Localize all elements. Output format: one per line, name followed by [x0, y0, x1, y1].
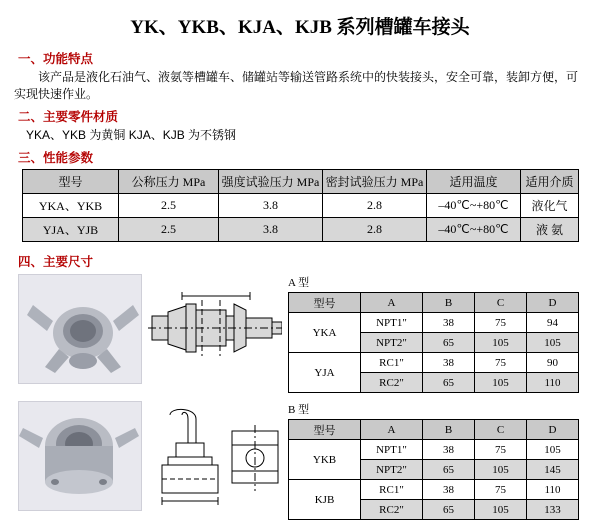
- table-header-row: [289, 420, 579, 440]
- features-paragraph: 该产品是液化石油气、液氨等槽罐车、储罐站等输送管路系统中的快装接头，安全可靠，装卸方便，可实现快速作业。: [14, 70, 579, 101]
- dimension-table-b-label: B 型: [288, 404, 310, 416]
- spec-header-cell: 适用介质: [521, 170, 579, 194]
- dim-header-cell: D: [527, 420, 579, 440]
- dim-header-cell: C: [475, 420, 527, 440]
- spec-header-cell: 型号: [23, 170, 119, 194]
- dim-cell: 105: [475, 460, 527, 480]
- product-photo-a: [18, 274, 142, 384]
- spec-header-cell: 强度试验压力 MPa: [219, 170, 323, 194]
- dim-cell: 90: [527, 353, 579, 373]
- spec-cell: 2.8: [323, 218, 427, 242]
- dim-header-cell: D: [527, 293, 579, 313]
- table-header-row: [289, 293, 579, 313]
- dim-cell: 38: [423, 313, 475, 333]
- dim-cell: 105: [527, 333, 579, 353]
- spec-cell: –40℃~+80℃: [427, 218, 521, 242]
- section-heading-material: 二、主要零件材质: [18, 110, 119, 124]
- material-paragraph: YKA、YKB 为黄铜 KJA、KJB 为不锈钢: [26, 128, 237, 142]
- dim-cell: 105: [475, 333, 527, 353]
- dim-cell: RC2": [361, 373, 423, 393]
- dim-header-cell: B: [423, 420, 475, 440]
- dim-cell: 75: [475, 313, 527, 333]
- table-header-row: [23, 170, 579, 194]
- table-row: [289, 353, 579, 373]
- dim-cell: NPT2": [361, 460, 423, 480]
- table-row: [23, 194, 579, 218]
- dim-cell: 65: [423, 373, 475, 393]
- spec-cell: 液 氨: [521, 218, 579, 242]
- dim-cell: RC1": [361, 353, 423, 373]
- dim-cell: 38: [423, 440, 475, 460]
- dim-cell-model: YJA: [289, 353, 361, 393]
- dim-cell: 38: [423, 353, 475, 373]
- spec-cell: YJA、YJB: [23, 218, 119, 242]
- section-heading-features: 一、功能特点: [18, 52, 94, 66]
- dim-header-cell: B: [423, 293, 475, 313]
- table-row: [289, 440, 579, 460]
- spec-cell: 2.5: [119, 194, 219, 218]
- spec-table: [22, 169, 579, 242]
- dim-cell: 133: [527, 500, 579, 520]
- table-row: [23, 218, 579, 242]
- spec-cell: 3.8: [219, 218, 323, 242]
- spec-cell: 2.8: [323, 194, 427, 218]
- table-row: [289, 313, 579, 333]
- dim-cell-model: KJB: [289, 480, 361, 520]
- spec-cell: 2.5: [119, 218, 219, 242]
- dim-cell: 105: [475, 500, 527, 520]
- dim-cell: 65: [423, 460, 475, 480]
- spec-header-cell: 密封试验压力 MPa: [323, 170, 427, 194]
- dim-cell: 65: [423, 500, 475, 520]
- section-heading-performance: 三、性能参数: [18, 151, 94, 165]
- dimension-block-b: [18, 401, 600, 520]
- spec-cell: 3.8: [219, 194, 323, 218]
- dim-cell: 75: [475, 353, 527, 373]
- technical-drawing-b: [142, 401, 282, 509]
- dim-cell-model: YKA: [289, 313, 361, 353]
- dim-cell: 75: [475, 480, 527, 500]
- dim-cell: 65: [423, 333, 475, 353]
- dimension-block-a: [18, 274, 600, 393]
- dim-cell: 75: [475, 440, 527, 460]
- page-title: YK、YKB、KJA、KJB 系列槽罐车接头: [130, 17, 470, 38]
- dimension-table-a: [288, 292, 579, 393]
- dim-cell: NPT2": [361, 333, 423, 353]
- technical-drawing-a: [142, 274, 282, 382]
- spec-cell: YKA、YKB: [23, 194, 119, 218]
- dim-cell: NPT1": [361, 440, 423, 460]
- dim-header-cell: A: [361, 420, 423, 440]
- dimension-table-b-wrapper: [288, 401, 579, 520]
- dim-header-cell: C: [475, 293, 527, 313]
- spec-cell: –40℃~+80℃: [427, 194, 521, 218]
- spec-table-wrapper: [22, 169, 600, 242]
- dim-cell: RC1": [361, 480, 423, 500]
- dim-cell-model: YKB: [289, 440, 361, 480]
- spec-cell: 液化气: [521, 194, 579, 218]
- dimension-table-b: [288, 419, 579, 520]
- dim-cell: 105: [475, 373, 527, 393]
- spec-header-cell: 公称压力 MPa: [119, 170, 219, 194]
- dim-cell: 94: [527, 313, 579, 333]
- dimension-table-a-wrapper: [288, 274, 579, 393]
- dim-cell: RC2": [361, 500, 423, 520]
- dimension-blocks: [0, 274, 600, 520]
- dim-cell: 38: [423, 480, 475, 500]
- dim-header-cell: A: [361, 293, 423, 313]
- dim-cell: 145: [527, 460, 579, 480]
- dim-cell: 105: [527, 440, 579, 460]
- dim-cell: NPT1": [361, 313, 423, 333]
- product-photo-b: [18, 401, 142, 511]
- dim-cell: 110: [527, 373, 579, 393]
- dimension-table-a-label: A 型: [288, 277, 310, 289]
- dim-cell: 110: [527, 480, 579, 500]
- dim-header-cell: 型号: [289, 293, 361, 313]
- table-row: [289, 480, 579, 500]
- spec-header-cell: 适用温度: [427, 170, 521, 194]
- section-heading-dimensions: 四、主要尺寸: [18, 255, 94, 269]
- dim-header-cell: 型号: [289, 420, 361, 440]
